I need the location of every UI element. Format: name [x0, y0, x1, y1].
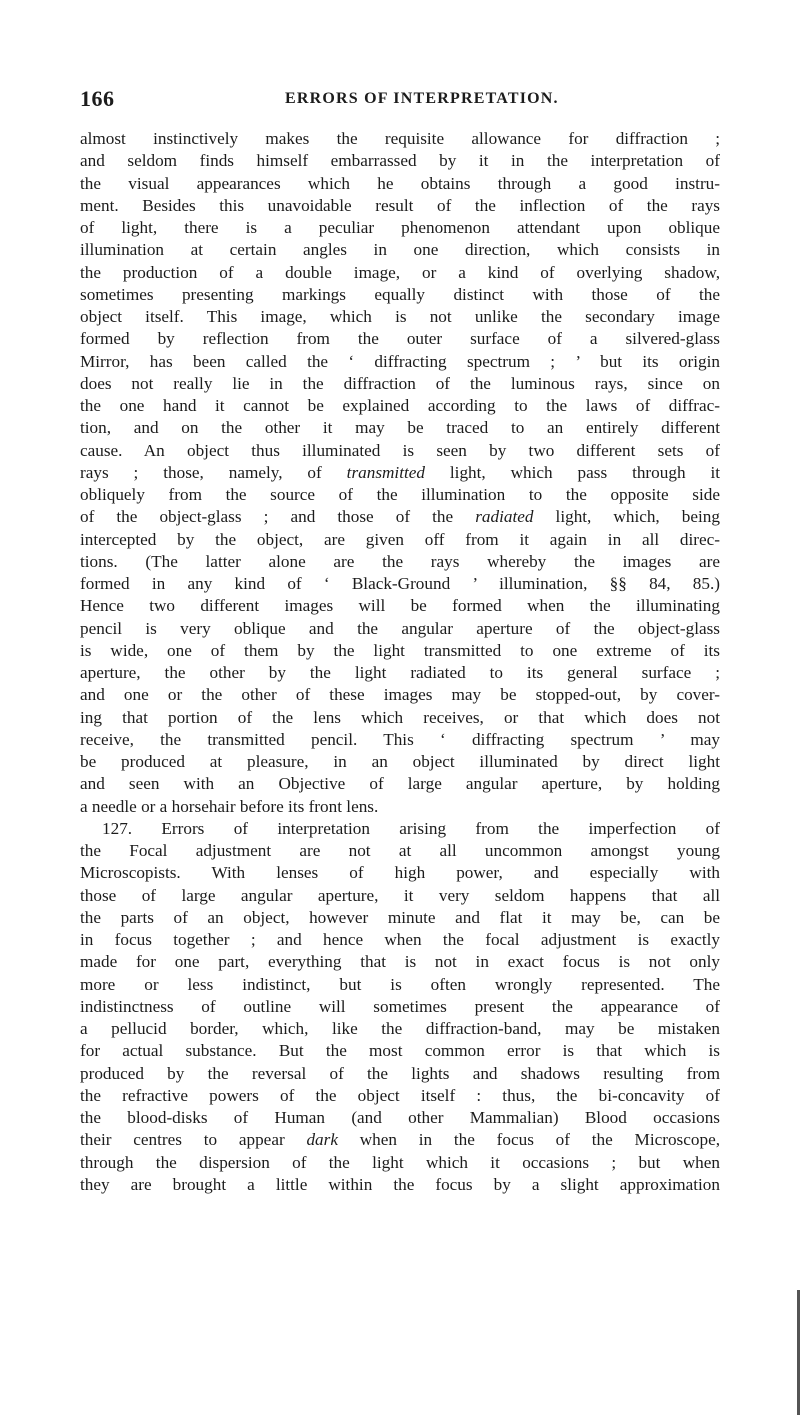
text-run: of the object-glass ; and those of the — [80, 507, 476, 527]
text-line: tions. (The latter alone are the rays whereby the images are — [80, 551, 720, 571]
text-line: is wide, one of them by the light transmitted to one extreme of its — [80, 640, 720, 660]
text-line: sometimes presenting markings equally distinct with those of the — [80, 284, 720, 304]
italic-term: radiated — [475, 507, 534, 527]
text-line — [80, 462, 720, 484]
text-line: a needle or a horsehair before its front lens. — [80, 796, 379, 816]
text-line: Hence two different images will be formed when the illuminating — [80, 596, 720, 616]
text-line: the production of a double image, or a kind of overlying shadow, — [80, 262, 720, 282]
text-line: 127. Errors of interpretation arising from the imperfection of — [102, 818, 720, 838]
text-line: the Focal adjustment are not at all uncommon amongst young — [80, 841, 720, 860]
text-run: light, which, being — [533, 507, 720, 527]
text-line: almost instinctively makes the requisite allowance for diffraction ; — [80, 129, 720, 148]
text-line: object itself. This image, which is not unlike the secondary image — [80, 307, 720, 326]
page-number: 166 — [80, 86, 115, 111]
text-line: obliquely from the source of the illumination to the opposite side — [80, 485, 720, 504]
text-line: the blood-disks of Human (and other Mammalian) Blood occasions — [80, 1108, 720, 1127]
text-line: pencil is very oblique and the angular aperture of the object-glass — [80, 618, 720, 638]
text-line: formed by reflection from the outer surface of a silvered-glass — [80, 329, 720, 349]
text-line: of light, there is a peculiar phenomenon attendant upon oblique — [80, 218, 720, 237]
text-line: tion, and on the other it may be traced to an entirely different — [80, 418, 720, 438]
text-line: the one hand it cannot be explained according to the laws of diffrac- — [80, 396, 720, 415]
text-line: the refractive powers of the object itself : thus, the bi-concavity of — [80, 1085, 720, 1105]
text-run: light, which pass through it — [424, 462, 720, 482]
italic-term: transmitted — [346, 462, 425, 482]
text-line: be produced at pleasure, in an object illuminated by direct light — [80, 752, 720, 771]
text-line: made for one part, everything that is not in exact focus is not only — [80, 952, 720, 972]
text-line: they are brought a little within the focus by a slight approximation — [80, 1174, 720, 1194]
text-line: and one or the other of these images may be stopped-out, by cover- — [80, 685, 720, 705]
text-line: intercepted by the object, are given off from it again in all direc- — [80, 529, 720, 549]
text-line: cause. An object thus illuminated is seen by two different sets of — [80, 440, 720, 460]
text-line: and seldom finds himself embarrassed by it in the interpretation of — [80, 151, 720, 171]
text-line: a pellucid border, which, like the diffraction-band, may be mistaken — [80, 1019, 720, 1038]
text-run: their centres to appear — [80, 1130, 307, 1150]
text-line: receive, the transmitted pencil. This ‘ diffracting spectrum ’ may — [80, 729, 720, 749]
italic-term: dark — [306, 1130, 338, 1150]
text-line: illumination at certain angles in one direction, which consists in — [80, 240, 720, 260]
body-text — [80, 128, 720, 1196]
running-head — [80, 86, 720, 118]
text-line: does not really lie in the diffraction of the luminous rays, since on — [80, 373, 720, 393]
text-line: in focus together ; and hence when the focal adjustment is exactly — [80, 930, 720, 949]
text-line: produced by the reversal of the lights and shadows resulting from — [80, 1063, 720, 1083]
text-line — [80, 506, 720, 528]
text-line — [80, 1129, 720, 1151]
text-line: through the dispersion of the light which it occasions ; but when — [80, 1152, 720, 1172]
text-line: aperture, the other by the light radiated to its general surface ; — [80, 663, 720, 682]
text-line: those of large angular aperture, it very seldom happens that all — [80, 885, 720, 905]
text-line: Microscopists. With lenses of high power, and especially with — [80, 863, 720, 883]
text-line: the parts of an object, however minute and flat it may be, can be — [80, 907, 720, 927]
text-line: indistinctness of outline will sometimes present the appearance of — [80, 996, 720, 1016]
text-line: Mirror, has been called the ‘ diffracting spectrum ; ’ but its origin — [80, 351, 720, 371]
text-run: rays ; those, namely, of — [80, 462, 347, 482]
text-run: when in the focus of the Microscope, — [337, 1130, 720, 1150]
text-line: for actual substance. But the most common error is that which is — [80, 1041, 720, 1061]
text-line: the visual appearances which he obtains through a good instru- — [80, 173, 720, 193]
running-title: ERRORS OF INTERPRETATION. — [285, 90, 559, 107]
text-line: ing that portion of the lens which receives, or that which does not — [80, 707, 720, 727]
text-line: formed in any kind of ‘ Black-Ground ’ illumination, §§ 84, 85.) — [80, 574, 720, 593]
text-line: more or less indistinct, but is often wrongly represented. The — [80, 974, 720, 994]
text-line: and seen with an Objective of large angular aperture, by holding — [80, 774, 720, 794]
text-line: ment. Besides this unavoidable result of the inflection of the rays — [80, 195, 720, 215]
